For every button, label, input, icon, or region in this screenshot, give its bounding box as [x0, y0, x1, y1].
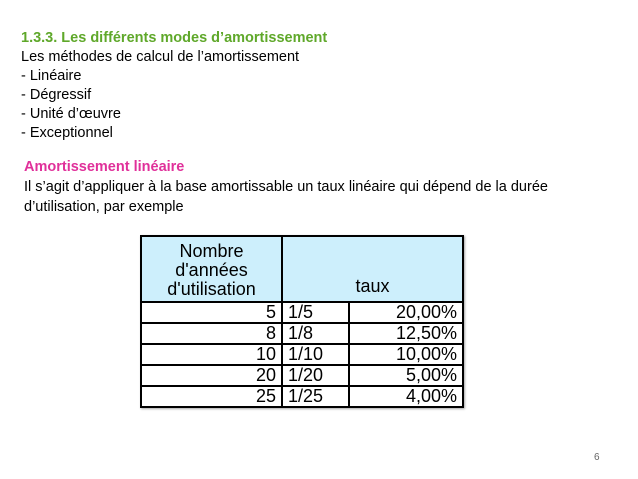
- header-years-line: d'années: [175, 260, 248, 280]
- fraction-cell: 1/25: [282, 386, 349, 407]
- method-item: - Linéaire: [21, 68, 82, 84]
- header-years-line: d'utilisation: [167, 279, 256, 299]
- intro-text: Les méthodes de calcul de l’amortissement: [21, 49, 300, 65]
- table-header-row: [141, 236, 463, 302]
- years-cell: 20: [141, 365, 282, 386]
- description-paragraph: Il s’agit d’appliquer à la base amortissable un taux linéaire qui dépend de la durée d’utilisation, par exemple: [24, 179, 548, 215]
- table-row: [141, 302, 463, 323]
- fraction-cell: 1/20: [282, 365, 349, 386]
- table-row: [141, 386, 463, 407]
- fraction-cell: 1/8: [282, 323, 349, 344]
- years-cell: 5: [141, 302, 282, 323]
- years-cell: 8: [141, 323, 282, 344]
- subheading: Amortissement linéaire: [24, 159, 185, 175]
- method-item: - Unité d’œuvre: [21, 106, 121, 122]
- percent-cell: 12,50%: [349, 323, 463, 344]
- percent-cell: 20,00%: [349, 302, 463, 323]
- methods-block: [21, 48, 299, 143]
- years-cell: 10: [141, 344, 282, 365]
- method-item: - Exceptionnel: [21, 125, 113, 141]
- method-item: - Dégressif: [21, 87, 92, 103]
- rate-table: [140, 235, 464, 408]
- header-rate-cell: taux: [282, 236, 463, 302]
- fraction-cell: 1/5: [282, 302, 349, 323]
- percent-cell: 10,00%: [349, 344, 463, 365]
- page-number: 6: [594, 452, 600, 463]
- fraction-cell: 1/10: [282, 344, 349, 365]
- header-years-cell: [141, 236, 282, 302]
- percent-cell: 4,00%: [349, 386, 463, 407]
- table-row: [141, 323, 463, 344]
- table-row: [141, 344, 463, 365]
- table-row: [141, 365, 463, 386]
- years-cell: 25: [141, 386, 282, 407]
- header-years-line: Nombre: [179, 241, 244, 261]
- section-heading: 1.3.3. Les différents modes d’amortissement: [21, 30, 328, 46]
- percent-cell: 5,00%: [349, 365, 463, 386]
